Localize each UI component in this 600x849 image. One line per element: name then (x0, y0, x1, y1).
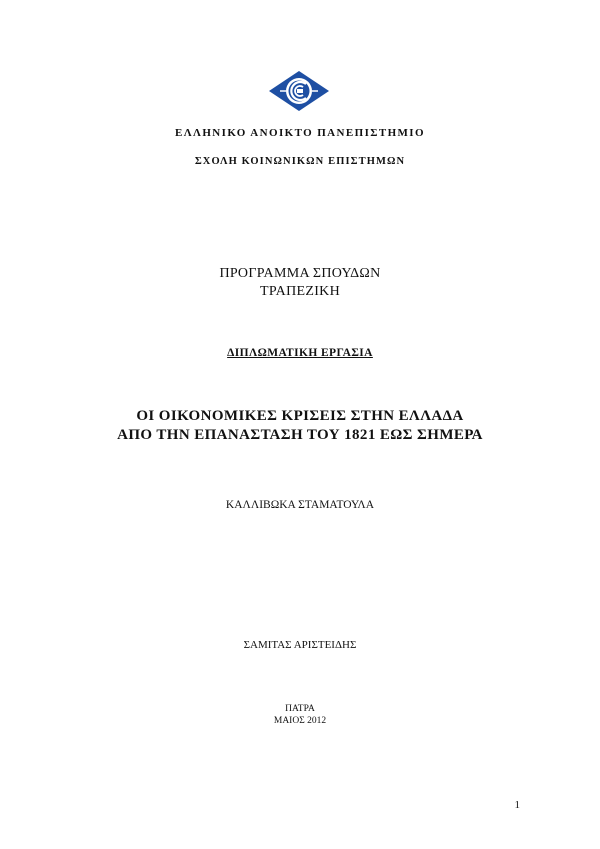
study-program-label: ΠΡΟΓΡΑΜΜΑ ΣΠΟΥΔΩΝ (219, 266, 381, 281)
publication-date: ΜΑΙΟΣ 2012 (273, 716, 327, 726)
city-name: ΠΑΤΡΑ (285, 704, 315, 714)
page-number: 1 (514, 799, 520, 811)
supervisor-name: ΣΑΜΙΤΑΣ ΑΡΙΣΤΕΙΔΗΣ (243, 639, 357, 651)
study-program-name: ΤΡΑΠΕΖΙΚΗ (260, 284, 340, 299)
university-name: ΕΛΛΗΝΙΚΟ ΑΝΟΙΚΤΟ ΠΑΝΕΠΙΣΤΗΜΙΟ (175, 127, 425, 139)
thesis-title-line-1: ΟΙ ΟΙΚΟΝΟΜΙΚΕΣ ΚΡΙΣΕΙΣ ΣΤΗΝ ΕΛΛΑΔΑ (136, 408, 464, 424)
author-name: ΚΑΛΛΙΒΩΚΑ ΣΤΑΜΑΤΟΥΛΑ (225, 499, 375, 511)
thesis-type-heading: ΔΙΠΛΩΜΑΤΙΚΗ ΕΡΓΑΣΙΑ (227, 347, 373, 359)
school-name: ΣΧΟΛΗ ΚΟΙΝΩΝΙΚΩΝ ΕΠΙΣΤΗΜΩΝ (194, 156, 406, 167)
university-logo-icon (268, 70, 330, 112)
thesis-title-line-2: ΑΠΟ ΤΗΝ ΕΠΑΝΑΣΤΑΣΗ ΤΟΥ 1821 ΕΩΣ ΣΗΜΕΡΑ (117, 427, 483, 443)
